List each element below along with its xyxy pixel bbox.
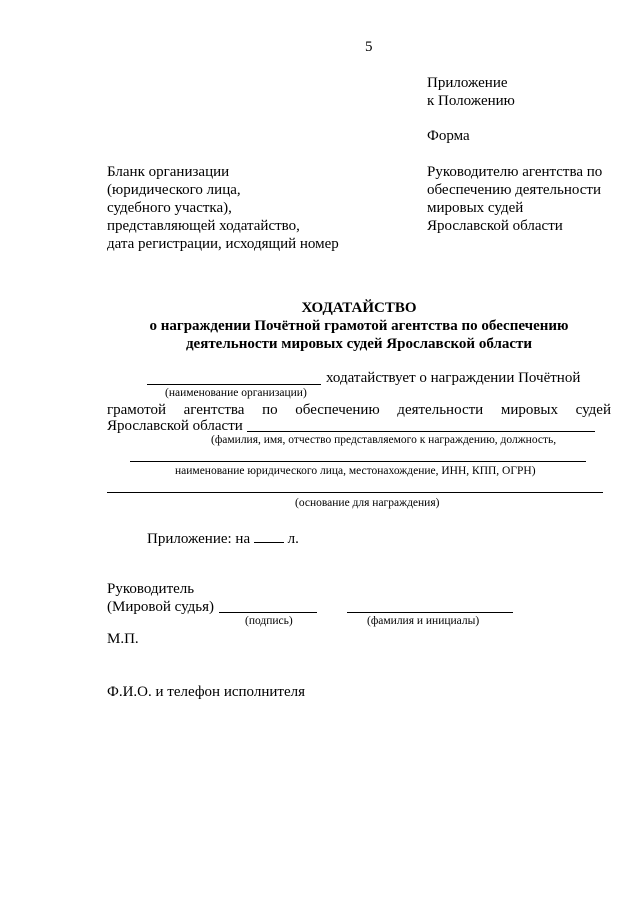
document-title: ХОДАТАЙСТВО (301, 300, 417, 316)
name-initials-field[interactable] (347, 612, 513, 613)
name-initials-hint: (фамилия и инициалы) (367, 615, 480, 627)
document-subtitle: о награждении Почётной грамотой агентства по обеспечению (149, 318, 569, 334)
signature-hint: (подпись) (245, 615, 293, 627)
head-label-sub: (Мировой судья) (107, 599, 214, 615)
sender-line: представляющей ходатайство, (107, 218, 300, 234)
page-number: 5 (365, 39, 373, 55)
addressee-line: Ярославской области (427, 218, 563, 234)
organization-name-field[interactable] (147, 384, 321, 385)
addressee-line: мировых судей (427, 200, 524, 216)
nominee-details-field[interactable] (130, 461, 586, 462)
award-reason-field[interactable] (107, 492, 603, 493)
petition-text: ходатайствует о награждении Почётной (326, 370, 581, 386)
nominee-field[interactable] (247, 431, 595, 432)
appendix-reference: к Положению (427, 93, 515, 109)
petition-text: Ярославской области (107, 418, 243, 434)
executor-label: Ф.И.О. и телефон исполнителя (107, 684, 305, 700)
addressee-line: Руководителю агентства по (427, 164, 603, 180)
sender-line: дата регистрации, исходящий номер (107, 236, 339, 252)
organization-hint: (наименование организации) (165, 387, 307, 399)
award-reason-hint: (основание для награждения) (295, 497, 440, 509)
stamp-place: М.П. (107, 631, 139, 647)
nominee-details-hint: наименование юридического лица, местонахождение, ИНН, КПП, ОГРН) (175, 465, 536, 477)
attachment-pages-field[interactable] (254, 528, 284, 543)
sender-line: судебного участка), (107, 200, 232, 216)
form-label: Форма (427, 128, 470, 144)
attachment-prefix: Приложение: на (147, 531, 251, 547)
petition-text: грамотой агентства по обеспечению деятельности мировых судей (107, 402, 611, 418)
addressee-line: обеспечению деятельности (427, 182, 602, 198)
nominee-hint: (фамилия, имя, отчество представляемого к награждению, должность, (211, 434, 557, 446)
attachment-suffix: л. (287, 531, 299, 547)
attachment-line (147, 528, 299, 548)
document-subtitle: деятельности мировых судей Ярославской области (185, 336, 533, 352)
appendix-label: Приложение (427, 75, 508, 91)
head-label: Руководитель (107, 581, 195, 597)
sender-line: Бланк организации (107, 164, 230, 180)
sender-line: (юридического лица, (107, 182, 241, 198)
signature-field[interactable] (219, 612, 317, 613)
